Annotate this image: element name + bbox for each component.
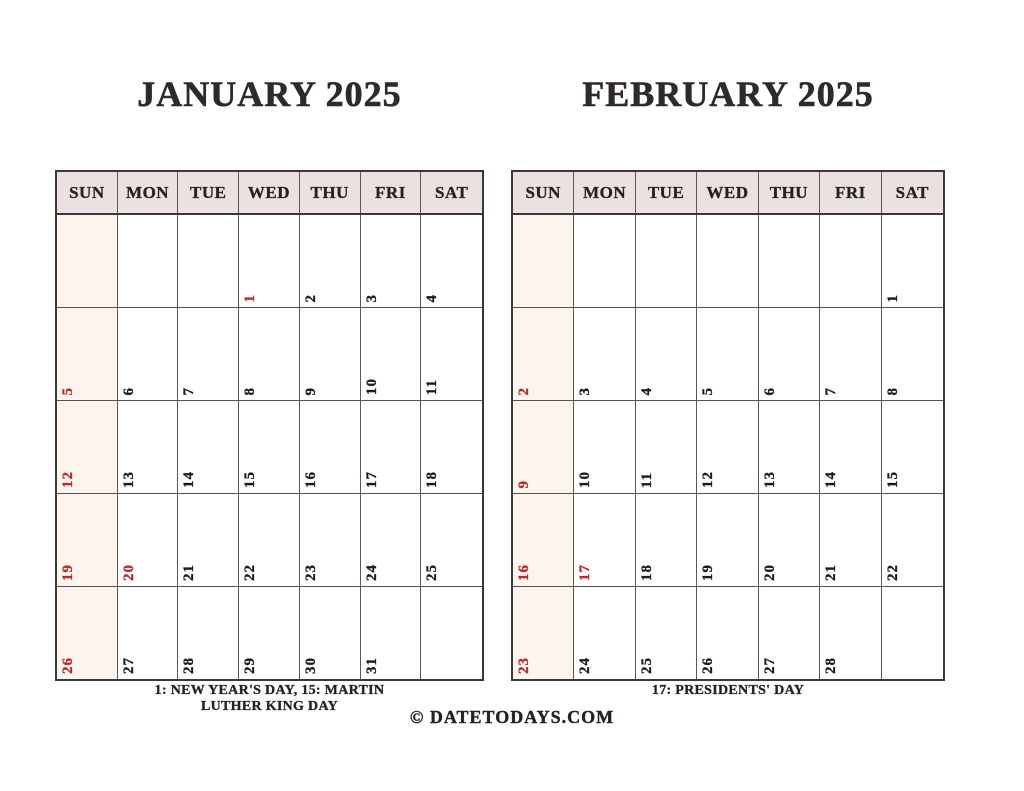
day-number: 10 [363, 378, 380, 395]
weekday-header-mon: MON [574, 172, 635, 213]
calendar-cell [513, 587, 574, 679]
calendar-cell [178, 587, 239, 679]
day-number: 30 [302, 657, 319, 674]
calendar-cell [57, 494, 118, 586]
calendar-cell [759, 587, 820, 679]
holidays-note-line: 1: NEW YEAR'S DAY, 15: MARTIN [154, 683, 385, 698]
day-number: 12 [60, 471, 76, 488]
calendar-cell [697, 494, 758, 586]
calendar-week-row [57, 401, 482, 494]
day-number: 7 [181, 386, 198, 395]
calendar-cell [882, 215, 943, 307]
calendar-cell [820, 308, 881, 400]
day-number: 21 [181, 564, 198, 581]
calendar-cell [421, 587, 482, 679]
weekday-header-row [57, 172, 482, 215]
calendar-grid-january [55, 170, 484, 681]
calendar-cell [513, 308, 574, 400]
calendar-cell [361, 308, 422, 400]
calendar-cell [759, 215, 820, 307]
month-title-february: FEBRUARY 2025 [582, 74, 874, 114]
day-number: 9 [516, 479, 532, 488]
calendar-week-row [513, 401, 943, 494]
calendar-cell [300, 401, 361, 493]
calendar-cell [300, 308, 361, 400]
day-number: 26 [60, 657, 76, 674]
copyright-text: © DATETODAYS.COM [409, 707, 615, 727]
day-number: 25 [638, 657, 655, 674]
calendar-cell [820, 401, 881, 493]
calendar-cell [820, 215, 881, 307]
calendar-cell [882, 494, 943, 586]
day-number: 28 [181, 657, 198, 674]
weekday-header-fri: FRI [820, 172, 881, 213]
calendar-cell [57, 308, 118, 400]
calendar-cell [421, 308, 482, 400]
calendar-cell [361, 215, 422, 307]
day-number: 14 [823, 471, 840, 488]
day-number: 13 [761, 471, 778, 488]
holidays-note-line: 17: PRESIDENTS' DAY [651, 683, 805, 698]
calendar-cell [421, 494, 482, 586]
calendar-week-row [57, 587, 482, 679]
day-number: 17 [363, 471, 380, 488]
calendar-cell [759, 401, 820, 493]
calendar-cell [882, 401, 943, 493]
day-number: 19 [700, 564, 717, 581]
day-number: 8 [242, 386, 259, 395]
day-number: 11 [424, 378, 441, 395]
weekday-header-sun: SUN [513, 172, 574, 213]
day-number: 24 [363, 564, 380, 581]
calendar-cell [697, 587, 758, 679]
day-number: 15 [884, 471, 901, 488]
day-number: 26 [700, 657, 717, 674]
day-number: 18 [424, 471, 441, 488]
calendar-cell [421, 401, 482, 493]
month-title-january: JANUARY 2025 [137, 74, 402, 114]
calendar-cell [513, 215, 574, 307]
calendar-cell [636, 401, 697, 493]
calendar-cell [178, 401, 239, 493]
calendar-cell [513, 401, 574, 493]
month-february-2025 [511, 72, 945, 699]
calendar-cell [513, 494, 574, 586]
calendar-cell [239, 401, 300, 493]
day-number: 31 [363, 657, 380, 674]
weekday-header-tue: TUE [178, 172, 239, 213]
day-number: 2 [302, 293, 319, 302]
calendar-cell [57, 587, 118, 679]
calendar-week-row [513, 587, 943, 679]
calendar-cell [361, 587, 422, 679]
day-number: 10 [577, 471, 594, 488]
day-number: 12 [700, 471, 717, 488]
day-number: 22 [884, 564, 901, 581]
day-number: 5 [60, 386, 76, 395]
day-number: 29 [242, 657, 259, 674]
day-number: 5 [700, 386, 717, 395]
holidays-note-february [511, 683, 945, 699]
weekday-header-sat: SAT [434, 182, 469, 202]
day-number: 20 [761, 564, 778, 581]
calendar-cell [820, 494, 881, 586]
calendar-cell [882, 587, 943, 679]
calendar-body [513, 215, 943, 679]
day-number: 27 [761, 657, 778, 674]
calendar-cell [820, 587, 881, 679]
calendar-cell [239, 308, 300, 400]
calendar-cell [239, 494, 300, 586]
day-number: 9 [302, 386, 319, 395]
calendar-cell [421, 215, 482, 307]
holidays-note-line: LUTHER KING DAY [200, 698, 338, 714]
weekday-header-row [513, 172, 943, 215]
calendar-cell [239, 215, 300, 307]
day-number: 24 [577, 657, 594, 674]
calendar-cell [361, 401, 422, 493]
calendar-cell [300, 215, 361, 307]
day-number: 16 [516, 564, 532, 581]
day-number: 16 [302, 471, 319, 488]
day-number: 1 [242, 293, 259, 302]
calendar-cell [574, 587, 635, 679]
day-number: 6 [120, 386, 137, 395]
calendar-cell [697, 308, 758, 400]
calendar-cell [118, 587, 179, 679]
day-number: 7 [823, 386, 840, 395]
day-number: 15 [242, 471, 259, 488]
weekday-header-mon: MON [118, 172, 179, 213]
weekday-header-thu: THU [300, 172, 361, 213]
day-number: 3 [577, 386, 594, 395]
weekday-header-wed: WED [239, 172, 300, 213]
calendar-week-row [57, 308, 482, 401]
day-number: 3 [363, 293, 380, 302]
day-number: 17 [577, 564, 594, 581]
month-january-2025 [55, 72, 484, 714]
calendar-cell [759, 494, 820, 586]
calendar-cell [636, 587, 697, 679]
day-number: 23 [516, 657, 532, 674]
day-number: 13 [120, 471, 137, 488]
day-number: 11 [638, 471, 655, 488]
day-number: 23 [302, 564, 319, 581]
calendar-cell [178, 494, 239, 586]
calendar-week-row [513, 494, 943, 587]
calendar-cell [239, 587, 300, 679]
calendar-body [57, 215, 482, 679]
weekday-header-tue: TUE [636, 172, 697, 213]
calendar-week-row [57, 494, 482, 587]
day-number: 14 [181, 471, 198, 488]
day-number: 1 [884, 293, 901, 302]
day-number: 8 [884, 386, 901, 395]
calendar-week-row [513, 215, 943, 308]
day-number: 25 [424, 564, 441, 581]
calendar-cell [882, 308, 943, 400]
weekday-header-wed: WED [697, 172, 758, 213]
day-number: 2 [516, 386, 532, 395]
calendar-cell [636, 494, 697, 586]
weekday-header-sat: SAT [895, 182, 929, 202]
calendar-cell [178, 215, 239, 307]
calendar-cell [300, 494, 361, 586]
calendar-week-row [513, 308, 943, 401]
weekday-header-fri: FRI [361, 172, 422, 213]
calendar-cell [574, 401, 635, 493]
day-number: 21 [823, 564, 840, 581]
day-number: 18 [638, 564, 655, 581]
day-number: 22 [242, 564, 259, 581]
calendar-cell [118, 215, 179, 307]
calendar-cell [118, 401, 179, 493]
day-number: 4 [638, 386, 655, 395]
calendar-cell [574, 215, 635, 307]
calendar-week-row [57, 215, 482, 308]
calendar-cell [118, 308, 179, 400]
weekday-header-thu: THU [759, 172, 820, 213]
day-number: 27 [120, 657, 137, 674]
day-number: 28 [823, 657, 840, 674]
calendar-cell [697, 401, 758, 493]
calendar-cell [574, 308, 635, 400]
calendar-cell [759, 308, 820, 400]
day-number: 6 [761, 386, 778, 395]
calendar-cell [636, 215, 697, 307]
calendar-cell [697, 215, 758, 307]
calendar-cell [300, 587, 361, 679]
day-number: 20 [120, 564, 137, 581]
calendar-cell [361, 494, 422, 586]
day-number: 4 [424, 293, 441, 302]
calendar-cell [57, 401, 118, 493]
weekday-header-sun: SUN [57, 172, 118, 213]
calendar-cell [574, 494, 635, 586]
day-number: 19 [60, 564, 76, 581]
calendar-grid-february [511, 170, 945, 681]
calendar-cell [178, 308, 239, 400]
calendar-cell [636, 308, 697, 400]
calendar-cell [57, 215, 118, 307]
calendar-cell [118, 494, 179, 586]
